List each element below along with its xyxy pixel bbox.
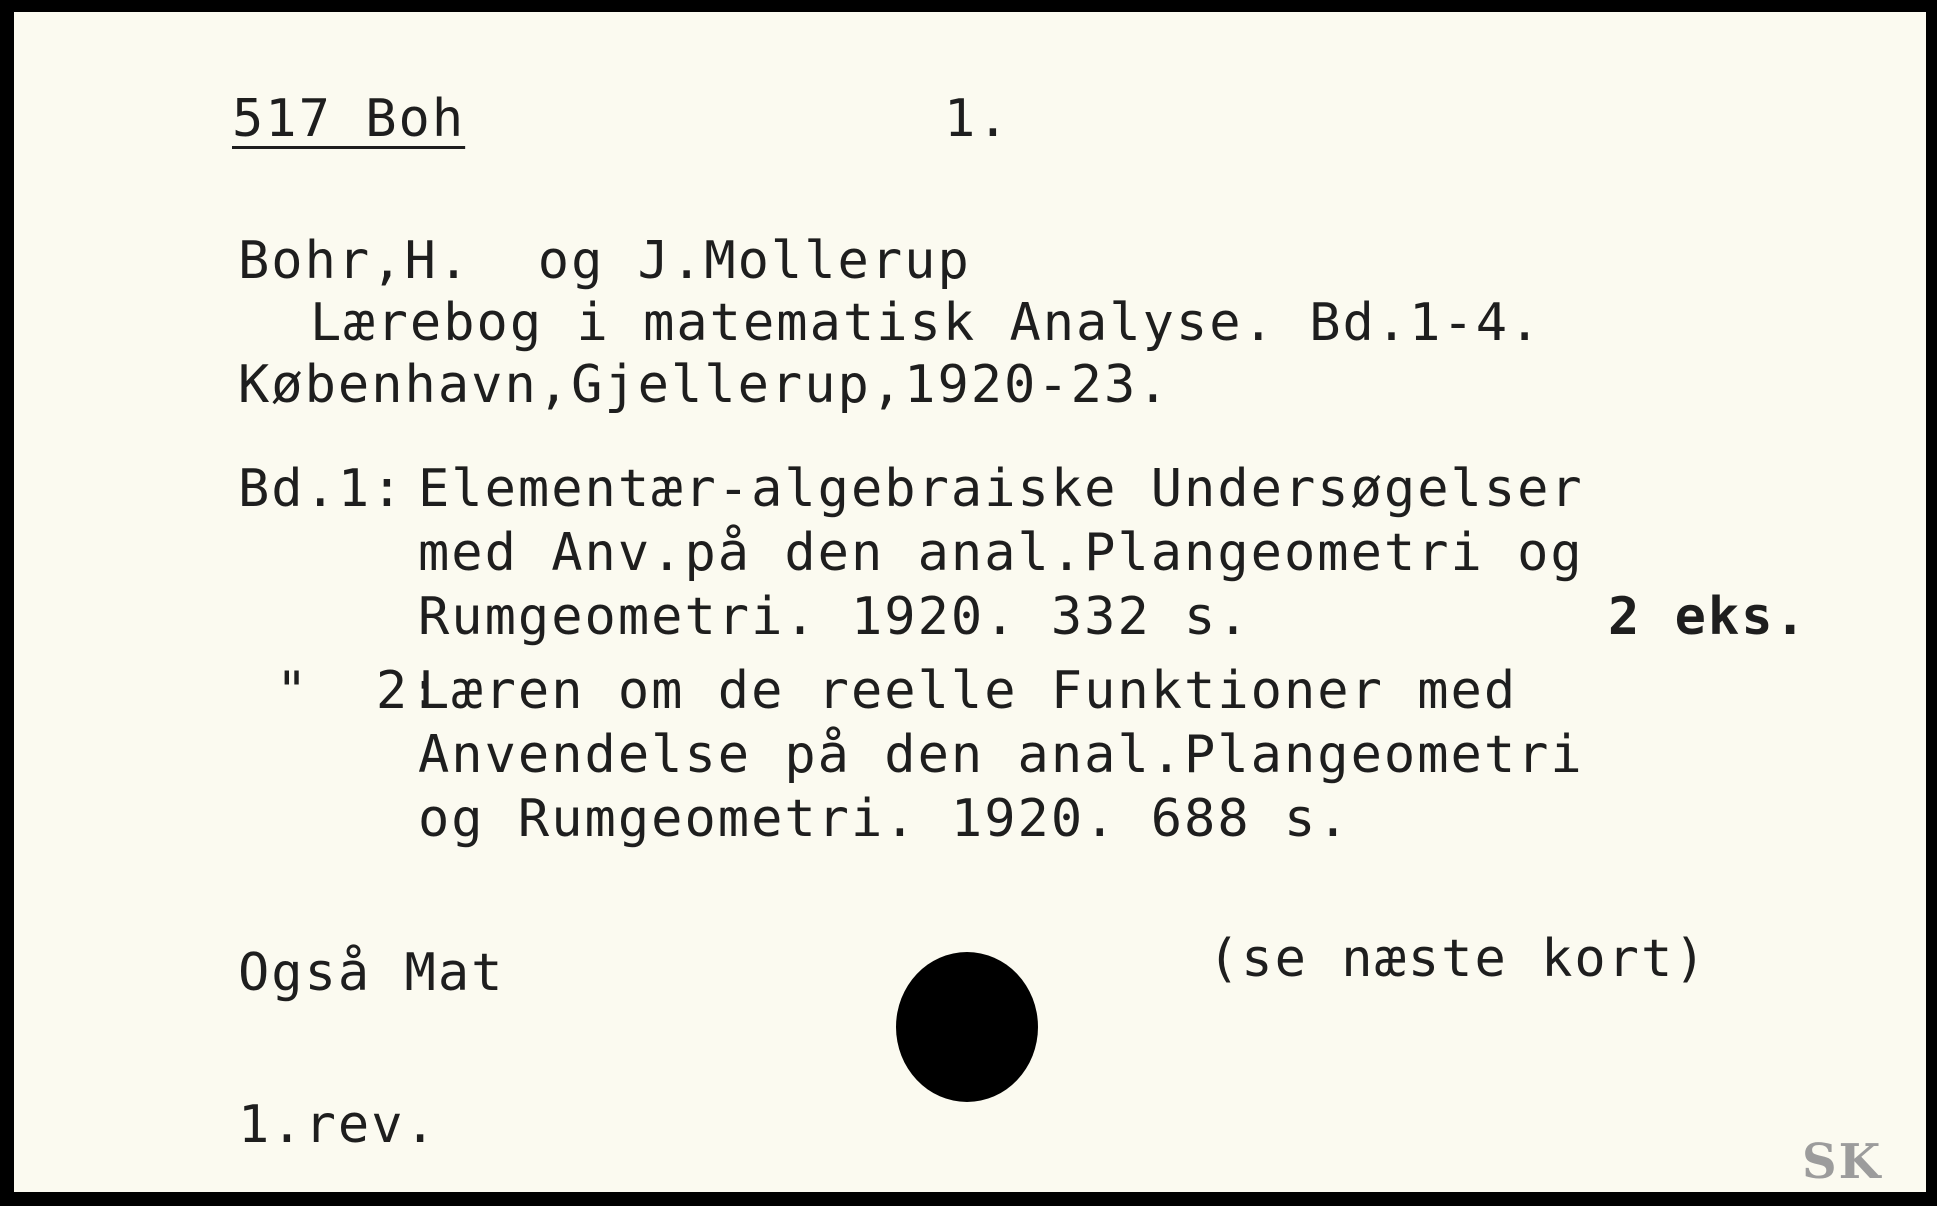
volume-1-line-1: Elementær-algebraiske Undersøgelser: [418, 459, 1584, 519]
volume-1-copies: 2 eks.: [1608, 587, 1808, 647]
volume-2-line-1: Læren om de reelle Funktioner med: [418, 661, 1518, 721]
imprint-line: København,Gjellerup,1920-23.: [238, 355, 1171, 415]
initials-stamp: SK: [1802, 1134, 1883, 1190]
volume-2-line-3: og Rumgeometri. 1920. 688 s.: [418, 789, 1351, 849]
continued-note: (se næste kort): [1208, 929, 1708, 989]
volume-1-line-3: Rumgeometri. 1920. 332 s.: [418, 587, 1251, 647]
author-line: Bohr,H. og J.Mollerup: [238, 231, 971, 291]
volume-2-line-2: Anvendelse på den anal.Plangeometri: [418, 725, 1584, 785]
shelfmark: 517 Boh: [232, 89, 466, 149]
catalog-card: [14, 12, 1926, 1192]
punch-hole: [896, 952, 1038, 1102]
also-note: Også Mat: [238, 943, 505, 1003]
volume-2-label: " 2:: [276, 661, 443, 721]
volume-1-line-2: med Anv.på den anal.Plangeometri og: [418, 523, 1584, 583]
volume-1-label: Bd.1:: [238, 459, 405, 519]
revision-note: 1.rev.: [238, 1095, 438, 1155]
title-line: Lærebog i matematisk Analyse. Bd.1-4.: [310, 293, 1543, 353]
card-number: 1.: [944, 89, 1011, 149]
